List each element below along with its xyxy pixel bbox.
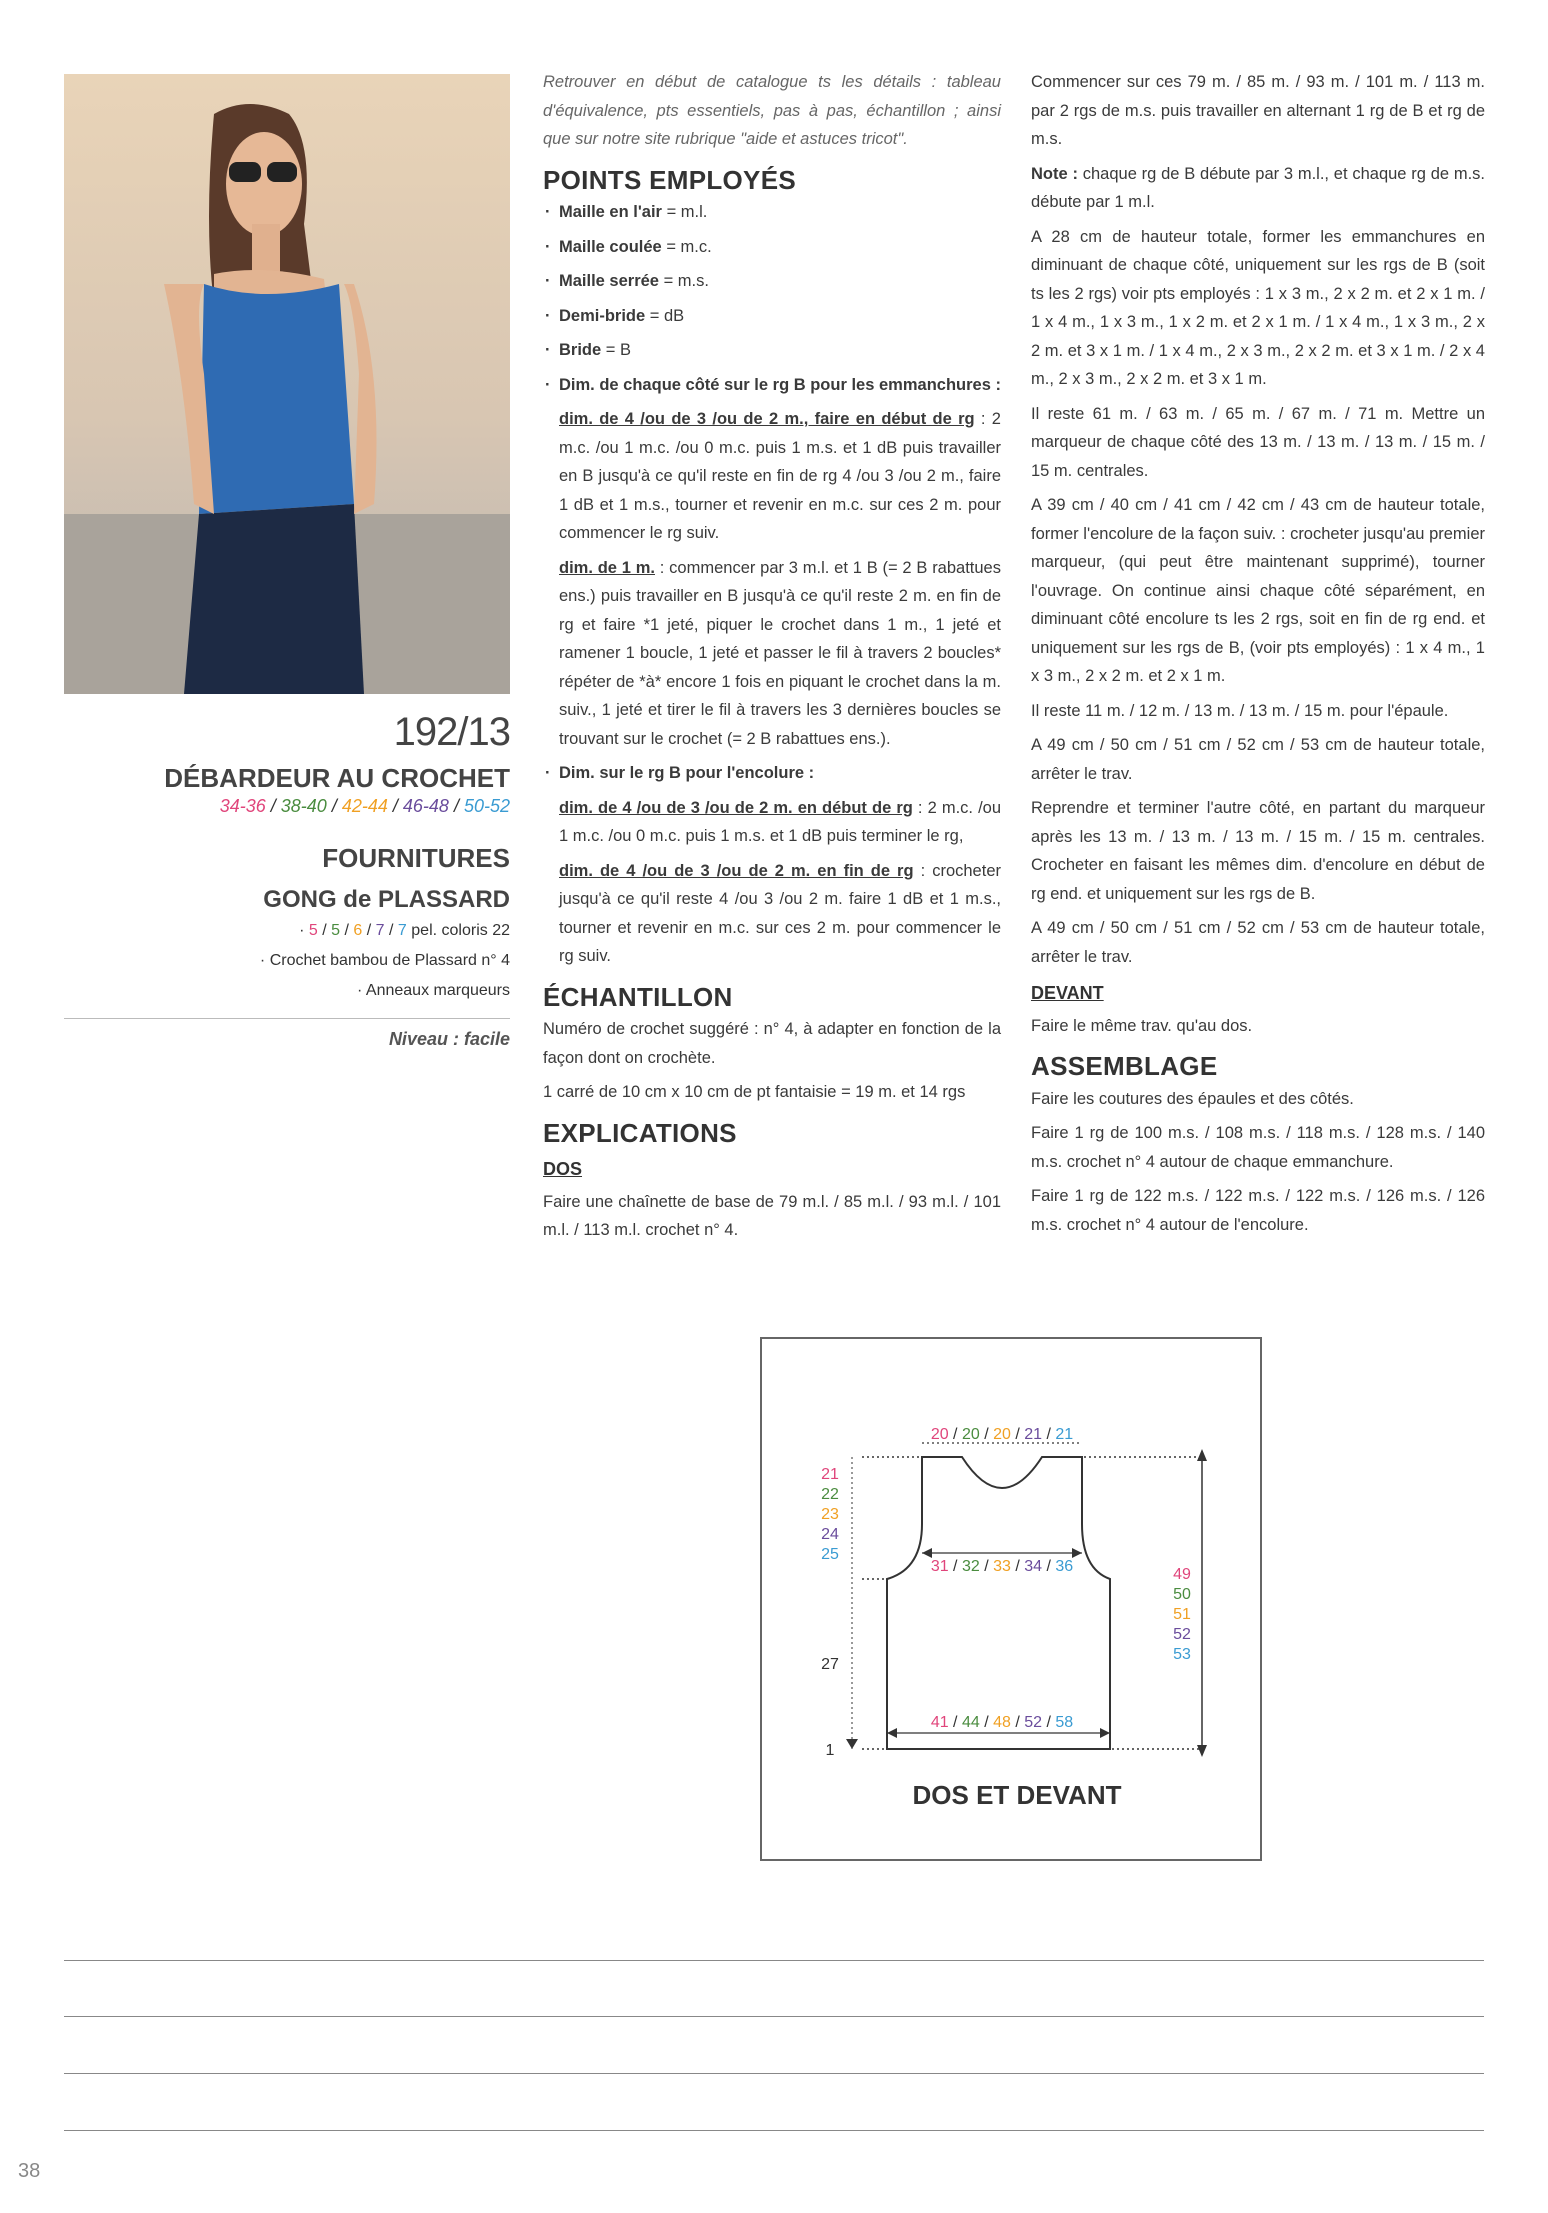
dos-p6: Il reste 11 m. / 12 m. / 13 m. / 13 m. / 15 m. pour l'épaule. <box>1031 701 1449 720</box>
note-line <box>64 2073 1484 2074</box>
model-photo <box>64 74 510 694</box>
size-list: 34-36 / 38-40 / 42-44 / 46-48 / 50-52 <box>219 796 510 816</box>
assemblage-p1: Faire les coutures des épaules et des côtés. <box>1031 1089 1354 1108</box>
schematic-diagram <box>760 1337 1262 1861</box>
armhole-height-labels <box>821 1466 839 1563</box>
dos-heading: DOS <box>543 1159 583 1179</box>
base-height-label: 1 <box>825 1742 835 1759</box>
diagram-title: DOS ET DEVANT <box>912 1780 1122 1810</box>
dos-p2: Commencer sur ces 79 m. / 85 m. / 93 m. / 101 m. / 113 m. par 2 rgs de m.s. puis travailler en alternant 1 rg de B et rg de m.s. <box>1031 73 1485 148</box>
product-ref: 192/13 <box>393 710 510 754</box>
svg-text:49: 49 <box>1173 1566 1191 1583</box>
size-5: 50-52 <box>463 796 510 816</box>
note-line <box>64 1960 1484 1961</box>
dos-p7: A 49 cm / 50 cm / 51 cm / 52 cm / 53 cm de hauteur totale, arrêter le trav. <box>1031 736 1485 783</box>
note-line <box>64 2130 1484 2131</box>
size-3: 42-44 <box>341 796 388 816</box>
size-4: 46-48 <box>402 796 449 816</box>
column-points <box>543 68 1001 1251</box>
body-height-label: 27 <box>821 1656 839 1673</box>
total-height-labels <box>1173 1566 1191 1663</box>
point-item: · Bride = B <box>543 336 1001 365</box>
armhole-width-label: 31 / 32 / 33 / 34 / 36 <box>930 1558 1074 1575</box>
dim-emmanchures-title: · Dim. de chaque côté sur le rg B pour les emmanchures : <box>543 371 1001 400</box>
product-info <box>64 700 510 1050</box>
yarn-name: GONG de PLASSARD <box>263 886 510 913</box>
dos-p9: A 49 cm / 50 cm / 51 cm / 52 cm / 53 cm de hauteur totale, arrêter le trav. <box>1031 919 1485 966</box>
svg-text:21: 21 <box>821 1466 839 1483</box>
devant-heading: DEVANT <box>1031 983 1104 1003</box>
dos-p8: Reprendre et terminer l'autre côté, en partant du marqueur après les 13 m. / 13 m. / 13 m. / 15 m. / 15 m. centrales. Crocheter en faisant les mêmes dim. d'encolure en début de rg end. et uniquement sur les rgs de B. <box>1031 799 1485 903</box>
points-heading: POINTS EMPLOYÉS <box>543 164 796 195</box>
point-item: · Maille coulée = m.c. <box>543 233 1001 262</box>
explications-heading: EXPLICATIONS <box>543 1117 737 1148</box>
dos-p1: Faire une chaînette de base de 79 m.l. / 85 m.l. / 93 m.l. / 101 m.l. / 113 m.l. crochet n° 4. <box>543 1192 1001 1239</box>
point-item: · Demi-bride = dB <box>543 302 1001 331</box>
product-title: DÉBARDEUR AU CROCHET <box>164 763 510 793</box>
dos-p4: Il reste 61 m. / 63 m. / 65 m. / 67 m. / 71 m. Mettre un marqueur de chaque côté des 13 m. / 13 m. / 13 m. / 15 m. / 15 m. centrales. <box>1031 404 1485 480</box>
svg-text:50: 50 <box>1173 1586 1191 1603</box>
size-2: 38-40 <box>280 796 327 816</box>
level-label: Niveau : facile <box>64 1018 510 1050</box>
dim-1m-para: dim. de 1 m. : commencer par 3 m.l. et 1 B (= 2 B rabattues ens.) puis travailler en B jusqu'à ce qu'il reste 2 m. en fin de rg et faire *1 jeté, piquer le crochet dans 1 m., 1 jeté et ramener 1 boucle, 1 jeté et passer le fil à travers 2 boucles* répéter de *à* encore 1 fois en piquant le crochet dans la m. suiv., 1 jeté et tirer le fil à travers les 3 dernières boucles se trouvant sur le crochet (= 2 B rabattues ens.). <box>559 558 1001 748</box>
dos-p5: A 39 cm / 40 cm / 41 cm / 42 cm / 43 cm de hauteur totale, former l'encolure de la façon suiv. : crocheter jusqu'au premier marqueur, (qui peut être maintenant supprimé), tourner l'ouvrage. On continue ainsi chaque côté séparément, en diminuant côté encolure ts les 2 rgs, soit en fin de rg end. et uniquement sur les rgs de B, (voir pts employés) : 1 x 4 m., 1 x 3 m., 2 x 2 m. et 2 x 1 m. <box>1031 496 1485 685</box>
page-number: 38 <box>18 2160 41 2182</box>
echantillon-p2: 1 carré de 10 cm x 10 cm de pt fantaisie = 19 m. et 14 rgs <box>543 1083 966 1101</box>
assemblage-heading: ASSEMBLAGE <box>1031 1051 1218 1081</box>
dim-debut-para: dim. de 4 /ou de 3 /ou de 2 m., faire en début de rg : 2 m.c. /ou 1 m.c. /ou 0 m.c. puis 1 m.s. et 1 dB puis travailler en B jusqu'à ce qu'il reste en fin de rg 4 /ou 3 /ou 2 m., faire 1 dB et 1 m.s., tourner et revenir en m.c. sur ces 2 m. pour commencer le rg suiv. <box>559 410 1001 542</box>
intro-text: Retrouver en début de catalogue ts les détails : tableau d'équivalence, pts essentiels, pas à pas, échantillon ; ainsi que sur notre site rubrique "aide et astuces tricot". <box>543 73 1001 148</box>
svg-text:51: 51 <box>1173 1606 1191 1623</box>
enc-debut-para: dim. de 4 /ou de 3 /ou de 2 m. en début de rg : 2 m.c. /ou 1 m.c. /ou 0 m.c. puis 1 m.s. et 1 dB puis terminer le rg, <box>559 798 1002 845</box>
echantillon-heading: ÉCHANTILLON <box>543 981 733 1012</box>
column-explications <box>1031 68 1485 1245</box>
shoulder-width-label: 20 / 20 / 20 / 21 / 21 <box>930 1426 1074 1443</box>
dos-p3: A 28 cm de hauteur totale, former les emmanchures en diminuant de chaque côté, uniquement sur les rgs de B (soit ts les 2 rgs) voir pts employés : 1 x 3 m., 2 x 2 m. et 2 x 1 m. / 1 x 4 m., 1 x 3 m., 1 x 2 m. et 2 x 1 m. / 1 x 4 m., 1 x 3 m., 2 x 2 m. et 3 x 1 m. / 1 x 4 m., 2 x 3 m., 2 x 2 m. et 3 x 1 m. / 2 x 4 m., 2 x 3 m., 2 x 2 m. et 3 x 1 m. <box>1031 227 1485 388</box>
assemblage-p2: Faire 1 rg de 100 m.s. / 108 m.s. / 118 m.s. / 128 m.s. / 140 m.s. crochet n° 4 autour de chaque emmanchure. <box>1031 1124 1485 1171</box>
svg-text:52: 52 <box>1173 1626 1191 1643</box>
supply-balls: · 5 / 5 / 6 / 7 / 7 pel. coloris 22 <box>299 922 510 939</box>
assemblage-p3: Faire 1 rg de 122 m.s. / 122 m.s. / 122 m.s. / 126 m.s. / 126 m.s. crochet n° 4 autour de l'encolure. <box>1031 1187 1485 1234</box>
bottom-width-label: 41 / 44 / 48 / 52 / 58 <box>930 1714 1074 1731</box>
point-item: · Maille en l'air = m.l. <box>543 198 1001 227</box>
svg-text:22: 22 <box>821 1486 839 1503</box>
point-item: · Maille serrée = m.s. <box>543 267 1001 296</box>
dim-encolure-title: · Dim. sur le rg B pour l'encolure : <box>543 759 1001 788</box>
supply-markers: · Anneaux marqueurs <box>357 982 510 999</box>
size-1: 34-36 <box>219 796 266 816</box>
svg-text:25: 25 <box>821 1546 839 1563</box>
note-para: Note : chaque rg de B débute par 3 m.l., et chaque rg de m.s. débute par 1 m.l. <box>1031 164 1485 211</box>
svg-text:23: 23 <box>821 1506 839 1523</box>
enc-fin-para: dim. de 4 /ou de 3 /ou de 2 m. en fin de rg : crocheter jusqu'à ce qu'il reste 4 /ou 3 /ou 2 m. faire 1 dB et 1 m.s., tourner et revenir en m.c. sur ces 2 m. pour commencer le rg suiv. <box>559 861 1001 965</box>
svg-text:24: 24 <box>821 1526 839 1543</box>
note-line <box>64 2016 1484 2017</box>
fournitures-heading: FOURNITURES <box>322 843 510 873</box>
svg-text:53: 53 <box>1173 1646 1191 1663</box>
devant-para: Faire le même trav. qu'au dos. <box>1031 1016 1253 1035</box>
supply-hook: · Crochet bambou de Plassard n° 4 <box>259 952 510 969</box>
echantillon-p1: Numéro de crochet suggéré : n° 4, à adapter en fonction de la façon dont on crochète. <box>543 1020 1001 1067</box>
